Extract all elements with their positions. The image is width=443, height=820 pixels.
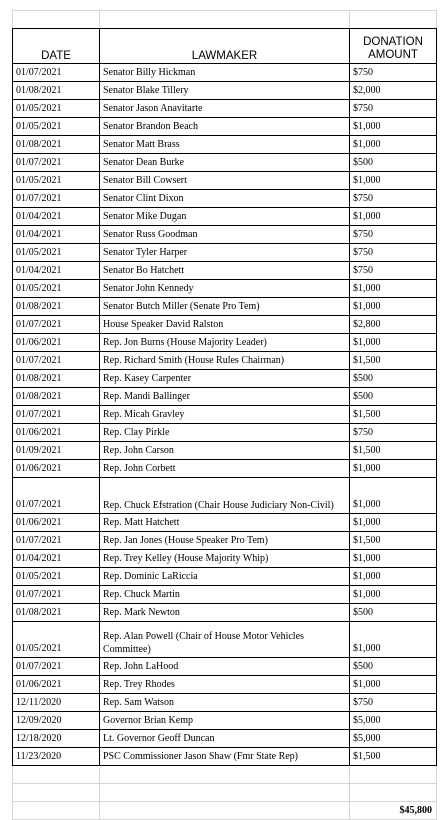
lawmaker-cell[interactable]: Governor Brian Kemp [100, 712, 350, 730]
header-row [13, 29, 437, 64]
table-row [13, 568, 437, 586]
date-cell[interactable]: 01/07/2021 [13, 658, 100, 676]
table-row [13, 388, 437, 406]
lawmaker-cell[interactable]: Senator Billy Hickman [100, 64, 350, 82]
table-row [13, 424, 437, 442]
lawmaker-cell[interactable]: Senator Mike Dugan [100, 208, 350, 226]
date-cell[interactable]: 01/04/2021 [13, 550, 100, 568]
table-row [13, 226, 437, 244]
cell[interactable] [350, 784, 437, 802]
amount-cell[interactable]: $750 [350, 244, 437, 262]
amount-cell[interactable]: $1,000 [350, 568, 437, 586]
amount-cell[interactable]: $500 [350, 658, 437, 676]
amount-cell[interactable]: $1,000 [350, 478, 437, 514]
date-cell[interactable]: 01/05/2021 [13, 244, 100, 262]
table-row [13, 100, 437, 118]
lawmaker-cell[interactable]: Lt. Governor Geoff Duncan [100, 730, 350, 748]
table-row [13, 604, 437, 622]
lawmaker-cell[interactable]: Rep. Alan Powell (Chair of House Motor Vehicles Committee) [100, 622, 350, 658]
lawmaker-cell[interactable]: Rep. Micah Gravley [100, 406, 350, 424]
date-cell[interactable]: 01/08/2021 [13, 82, 100, 100]
date-cell[interactable]: 12/18/2020 [13, 730, 100, 748]
amount-cell[interactable]: $1,500 [350, 532, 437, 550]
cell[interactable] [13, 11, 100, 29]
date-cell[interactable]: 01/08/2021 [13, 298, 100, 316]
date-cell[interactable]: 01/05/2021 [13, 172, 100, 190]
table-row [13, 586, 437, 604]
lawmaker-cell[interactable]: Senator Tyler Harper [100, 244, 350, 262]
amount-cell[interactable]: $1,000 [350, 208, 437, 226]
table-row [13, 532, 437, 550]
amount-cell[interactable]: $1,000 [350, 676, 437, 694]
cell[interactable] [350, 766, 437, 784]
lawmaker-cell[interactable]: Senator Bo Hatchett [100, 262, 350, 280]
amount-cell[interactable]: $750 [350, 190, 437, 208]
lawmaker-cell[interactable]: Rep. John LaHood [100, 658, 350, 676]
lawmaker-cell[interactable]: Rep. Sam Watson [100, 694, 350, 712]
lawmaker-cell[interactable]: Senator Clint Dixon [100, 190, 350, 208]
amount-cell[interactable]: $1,000 [350, 172, 437, 190]
table-row [13, 352, 437, 370]
lawmaker-cell[interactable]: Rep. Mandi Ballinger [100, 388, 350, 406]
cell[interactable] [13, 766, 100, 784]
table-row [13, 676, 437, 694]
amount-cell[interactable]: $1,000 [350, 514, 437, 532]
table-row [13, 118, 437, 136]
date-cell[interactable]: 01/06/2021 [13, 334, 100, 352]
amount-cell[interactable]: $1,000 [350, 280, 437, 298]
date-cell[interactable]: 01/07/2021 [13, 352, 100, 370]
date-cell[interactable]: 01/05/2021 [13, 280, 100, 298]
header-donation-amount[interactable] [350, 29, 437, 64]
date-cell[interactable]: 01/06/2021 [13, 424, 100, 442]
amount-cell[interactable]: $1,000 [350, 622, 437, 658]
lawmaker-cell[interactable]: Senator Blake Tillery [100, 82, 350, 100]
lawmaker-cell[interactable]: House Speaker David Ralston [100, 316, 350, 334]
total-row [13, 802, 437, 820]
date-cell[interactable]: 01/06/2021 [13, 460, 100, 478]
amount-cell[interactable]: $1,500 [350, 442, 437, 460]
lawmaker-cell[interactable]: Senator Jason Anavitarte [100, 100, 350, 118]
table-row [13, 208, 437, 226]
blank-row [13, 784, 437, 802]
cell[interactable] [13, 802, 100, 820]
donations-table [12, 10, 437, 820]
table-row [13, 298, 437, 316]
lawmaker-cell[interactable]: Rep. Trey Kelley (House Majority Whip) [100, 550, 350, 568]
date-cell[interactable]: 11/23/2020 [13, 748, 100, 766]
donation-spreadsheet [12, 10, 436, 820]
date-cell[interactable]: 01/05/2021 [13, 118, 100, 136]
header-lawmaker[interactable]: LAWMAKER [100, 29, 350, 64]
table-row [13, 172, 437, 190]
amount-cell[interactable]: $1,000 [350, 298, 437, 316]
lawmaker-cell[interactable]: Senator John Kennedy [100, 280, 350, 298]
lawmaker-cell[interactable]: PSC Commissioner Jason Shaw (Fmr State Rep) [100, 748, 350, 766]
amount-cell[interactable]: $1,000 [350, 118, 437, 136]
lawmaker-cell[interactable]: Rep. Chuck Efstration (Chair House Judiciary Non-Civil) [100, 478, 350, 514]
amount-cell[interactable]: $1,000 [350, 586, 437, 604]
lawmaker-cell[interactable]: Rep. Dominic LaRiccia [100, 568, 350, 586]
amount-cell[interactable]: $1,500 [350, 748, 437, 766]
amount-cell[interactable]: $750 [350, 226, 437, 244]
lawmaker-cell[interactable]: Senator Russ Goodman [100, 226, 350, 244]
table-row [13, 316, 437, 334]
table-row [13, 280, 437, 298]
amount-cell[interactable]: $500 [350, 604, 437, 622]
date-cell[interactable]: 01/06/2021 [13, 514, 100, 532]
amount-cell[interactable]: $1,000 [350, 550, 437, 568]
header-amount-line1: DONATION [363, 36, 423, 48]
table-row [13, 658, 437, 676]
date-cell[interactable]: 01/07/2021 [13, 64, 100, 82]
table-row [13, 334, 437, 352]
table-row [13, 748, 437, 766]
amount-cell[interactable]: $1,500 [350, 406, 437, 424]
table-row [13, 622, 437, 658]
date-cell[interactable]: 01/04/2021 [13, 226, 100, 244]
date-cell[interactable]: 01/05/2021 [13, 622, 100, 658]
table-row [13, 190, 437, 208]
amount-cell[interactable]: $500 [350, 370, 437, 388]
blank-top-row [13, 11, 437, 29]
table-row [13, 154, 437, 172]
table-row [13, 262, 437, 280]
table-row [13, 712, 437, 730]
cell[interactable] [100, 784, 350, 802]
amount-cell[interactable]: $750 [350, 100, 437, 118]
table-row [13, 514, 437, 532]
cell[interactable] [100, 11, 350, 29]
amount-cell[interactable]: $1,000 [350, 334, 437, 352]
date-cell[interactable]: 01/07/2021 [13, 316, 100, 334]
date-cell[interactable]: 01/07/2021 [13, 154, 100, 172]
date-cell[interactable]: 01/08/2021 [13, 604, 100, 622]
amount-cell[interactable]: $2,800 [350, 316, 437, 334]
lawmaker-cell[interactable]: Senator Bill Cowsert [100, 172, 350, 190]
date-cell[interactable]: 01/06/2021 [13, 676, 100, 694]
amount-cell[interactable]: $1,000 [350, 136, 437, 154]
date-cell[interactable]: 01/07/2021 [13, 478, 100, 514]
table-row [13, 460, 437, 478]
date-cell[interactable]: 01/08/2021 [13, 370, 100, 388]
amount-cell[interactable]: $750 [350, 64, 437, 82]
header-date[interactable]: DATE [13, 29, 100, 64]
lawmaker-cell[interactable]: Senator Butch Miller (Senate Pro Tem) [100, 298, 350, 316]
cell[interactable] [100, 766, 350, 784]
lawmaker-cell[interactable]: Rep. John Corbett [100, 460, 350, 478]
table-row [13, 550, 437, 568]
lawmaker-cell[interactable]: Rep. Mark Newton [100, 604, 350, 622]
amount-cell[interactable]: $750 [350, 424, 437, 442]
cell[interactable] [13, 784, 100, 802]
lawmaker-cell[interactable]: Rep. Trey Rhodes [100, 676, 350, 694]
amount-cell[interactable]: $1,000 [350, 460, 437, 478]
date-cell[interactable]: 01/07/2021 [13, 586, 100, 604]
lawmaker-cell[interactable]: Rep. Richard Smith (House Rules Chairman) [100, 352, 350, 370]
cell[interactable] [350, 11, 437, 29]
lawmaker-cell[interactable]: Senator Matt Brass [100, 136, 350, 154]
date-cell[interactable]: 01/08/2021 [13, 388, 100, 406]
lawmaker-cell[interactable]: Rep. Chuck Martin [100, 586, 350, 604]
date-cell[interactable]: 01/07/2021 [13, 406, 100, 424]
lawmaker-cell[interactable]: Rep. Kasey Carpenter [100, 370, 350, 388]
amount-cell[interactable]: $5,000 [350, 730, 437, 748]
date-cell[interactable]: 01/05/2021 [13, 568, 100, 586]
table-row [13, 64, 437, 82]
amount-cell[interactable]: $500 [350, 154, 437, 172]
lawmaker-cell[interactable]: Senator Brandon Beach [100, 118, 350, 136]
table-row [13, 478, 437, 514]
date-cell[interactable]: 01/04/2021 [13, 208, 100, 226]
date-cell[interactable]: 12/11/2020 [13, 694, 100, 712]
lawmaker-cell[interactable]: Rep. Clay Pirkle [100, 424, 350, 442]
cell[interactable] [100, 802, 350, 820]
table-row [13, 694, 437, 712]
lawmaker-cell[interactable]: Senator Dean Burke [100, 154, 350, 172]
table-row [13, 442, 437, 460]
table-row [13, 244, 437, 262]
lawmaker-cell[interactable]: Rep. Matt Hatchett [100, 514, 350, 532]
table-row [13, 370, 437, 388]
lawmaker-cell[interactable]: Rep. Jon Burns (House Majority Leader) [100, 334, 350, 352]
amount-cell[interactable]: $5,000 [350, 712, 437, 730]
table-row [13, 136, 437, 154]
date-cell[interactable]: 01/08/2021 [13, 136, 100, 154]
date-cell[interactable]: 01/05/2021 [13, 100, 100, 118]
lawmaker-cell[interactable]: Rep. Jan Jones (House Speaker Pro Tem) [100, 532, 350, 550]
table-row [13, 82, 437, 100]
amount-cell[interactable]: $2,000 [350, 82, 437, 100]
amount-cell[interactable]: $1,500 [350, 352, 437, 370]
lawmaker-cell[interactable]: Rep. John Carson [100, 442, 350, 460]
amount-cell[interactable]: $750 [350, 694, 437, 712]
total-amount[interactable]: $45,800 [350, 802, 437, 820]
date-cell[interactable]: 01/07/2021 [13, 190, 100, 208]
blank-row [13, 766, 437, 784]
date-cell[interactable]: 01/04/2021 [13, 262, 100, 280]
header-amount-line2: AMOUNT [368, 49, 418, 61]
date-cell[interactable]: 01/07/2021 [13, 532, 100, 550]
table-row [13, 406, 437, 424]
amount-cell[interactable]: $750 [350, 262, 437, 280]
date-cell[interactable]: 12/09/2020 [13, 712, 100, 730]
amount-cell[interactable]: $500 [350, 388, 437, 406]
date-cell[interactable]: 01/09/2021 [13, 442, 100, 460]
table-row [13, 730, 437, 748]
